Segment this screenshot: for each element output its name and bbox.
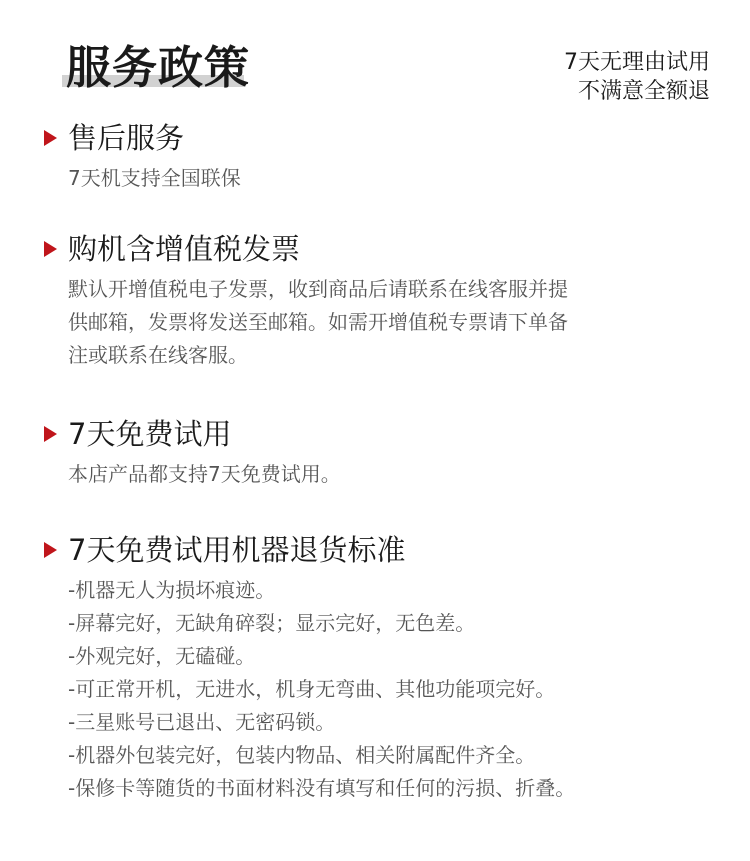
body-line: 本店产品都支持7天免费试用。 — [68, 462, 341, 486]
guarantee-note — [564, 48, 710, 106]
body-line: 7天机支持全国联保 — [68, 166, 241, 190]
section-header — [40, 118, 720, 158]
section-return-standards — [40, 530, 720, 805]
triangle-bullet-icon — [44, 130, 57, 146]
page-title: 服务政策 — [66, 41, 251, 94]
body-line: -外观完好，无磕碰。 — [68, 644, 256, 668]
section-header — [40, 530, 720, 570]
section-title: 购机含增值税发票 — [68, 232, 301, 266]
body-line: 默认开增值税电子发票，收到商品后请联系在线客服并提 — [68, 277, 568, 301]
body-line: -屏幕完好，无缺角碎裂；显示完好，无色差。 — [68, 611, 476, 635]
section-body — [40, 574, 720, 805]
triangle-bullet-icon — [44, 542, 57, 558]
body-line: -三星账号已退出、无密码锁。 — [68, 710, 336, 734]
section-invoice — [40, 229, 720, 372]
guarantee-line-refund: 不满意全额退 — [577, 79, 710, 104]
section-body — [40, 458, 720, 491]
guarantee-line-trial: 7天无理由试用 — [564, 50, 710, 75]
section-header — [40, 229, 720, 269]
body-line: 注或联系在线客服。 — [68, 343, 248, 367]
section-title: 7天免费试用机器退货标准 — [68, 533, 406, 567]
section-free-trial — [40, 414, 720, 491]
body-line: 供邮箱，发票将发送至邮箱。如需开增值税专票请下单备 — [68, 310, 568, 334]
section-after-sales — [40, 118, 720, 195]
section-header — [40, 414, 720, 454]
body-line: -机器外包装完好，包装内物品、相关附属配件齐全。 — [68, 743, 536, 767]
section-title: 7天免费试用 — [68, 417, 232, 451]
body-line: -可正常开机，无进水，机身无弯曲、其他功能项完好。 — [68, 677, 556, 701]
section-body — [40, 162, 720, 195]
body-line: -机器无人为损坏痕迹。 — [68, 578, 276, 602]
section-title: 售后服务 — [68, 121, 185, 155]
triangle-bullet-icon — [44, 241, 57, 257]
body-line: -保修卡等随货的书面材料没有填写和任何的污损、折叠。 — [68, 776, 576, 800]
triangle-bullet-icon — [44, 426, 57, 442]
section-body — [40, 273, 720, 372]
